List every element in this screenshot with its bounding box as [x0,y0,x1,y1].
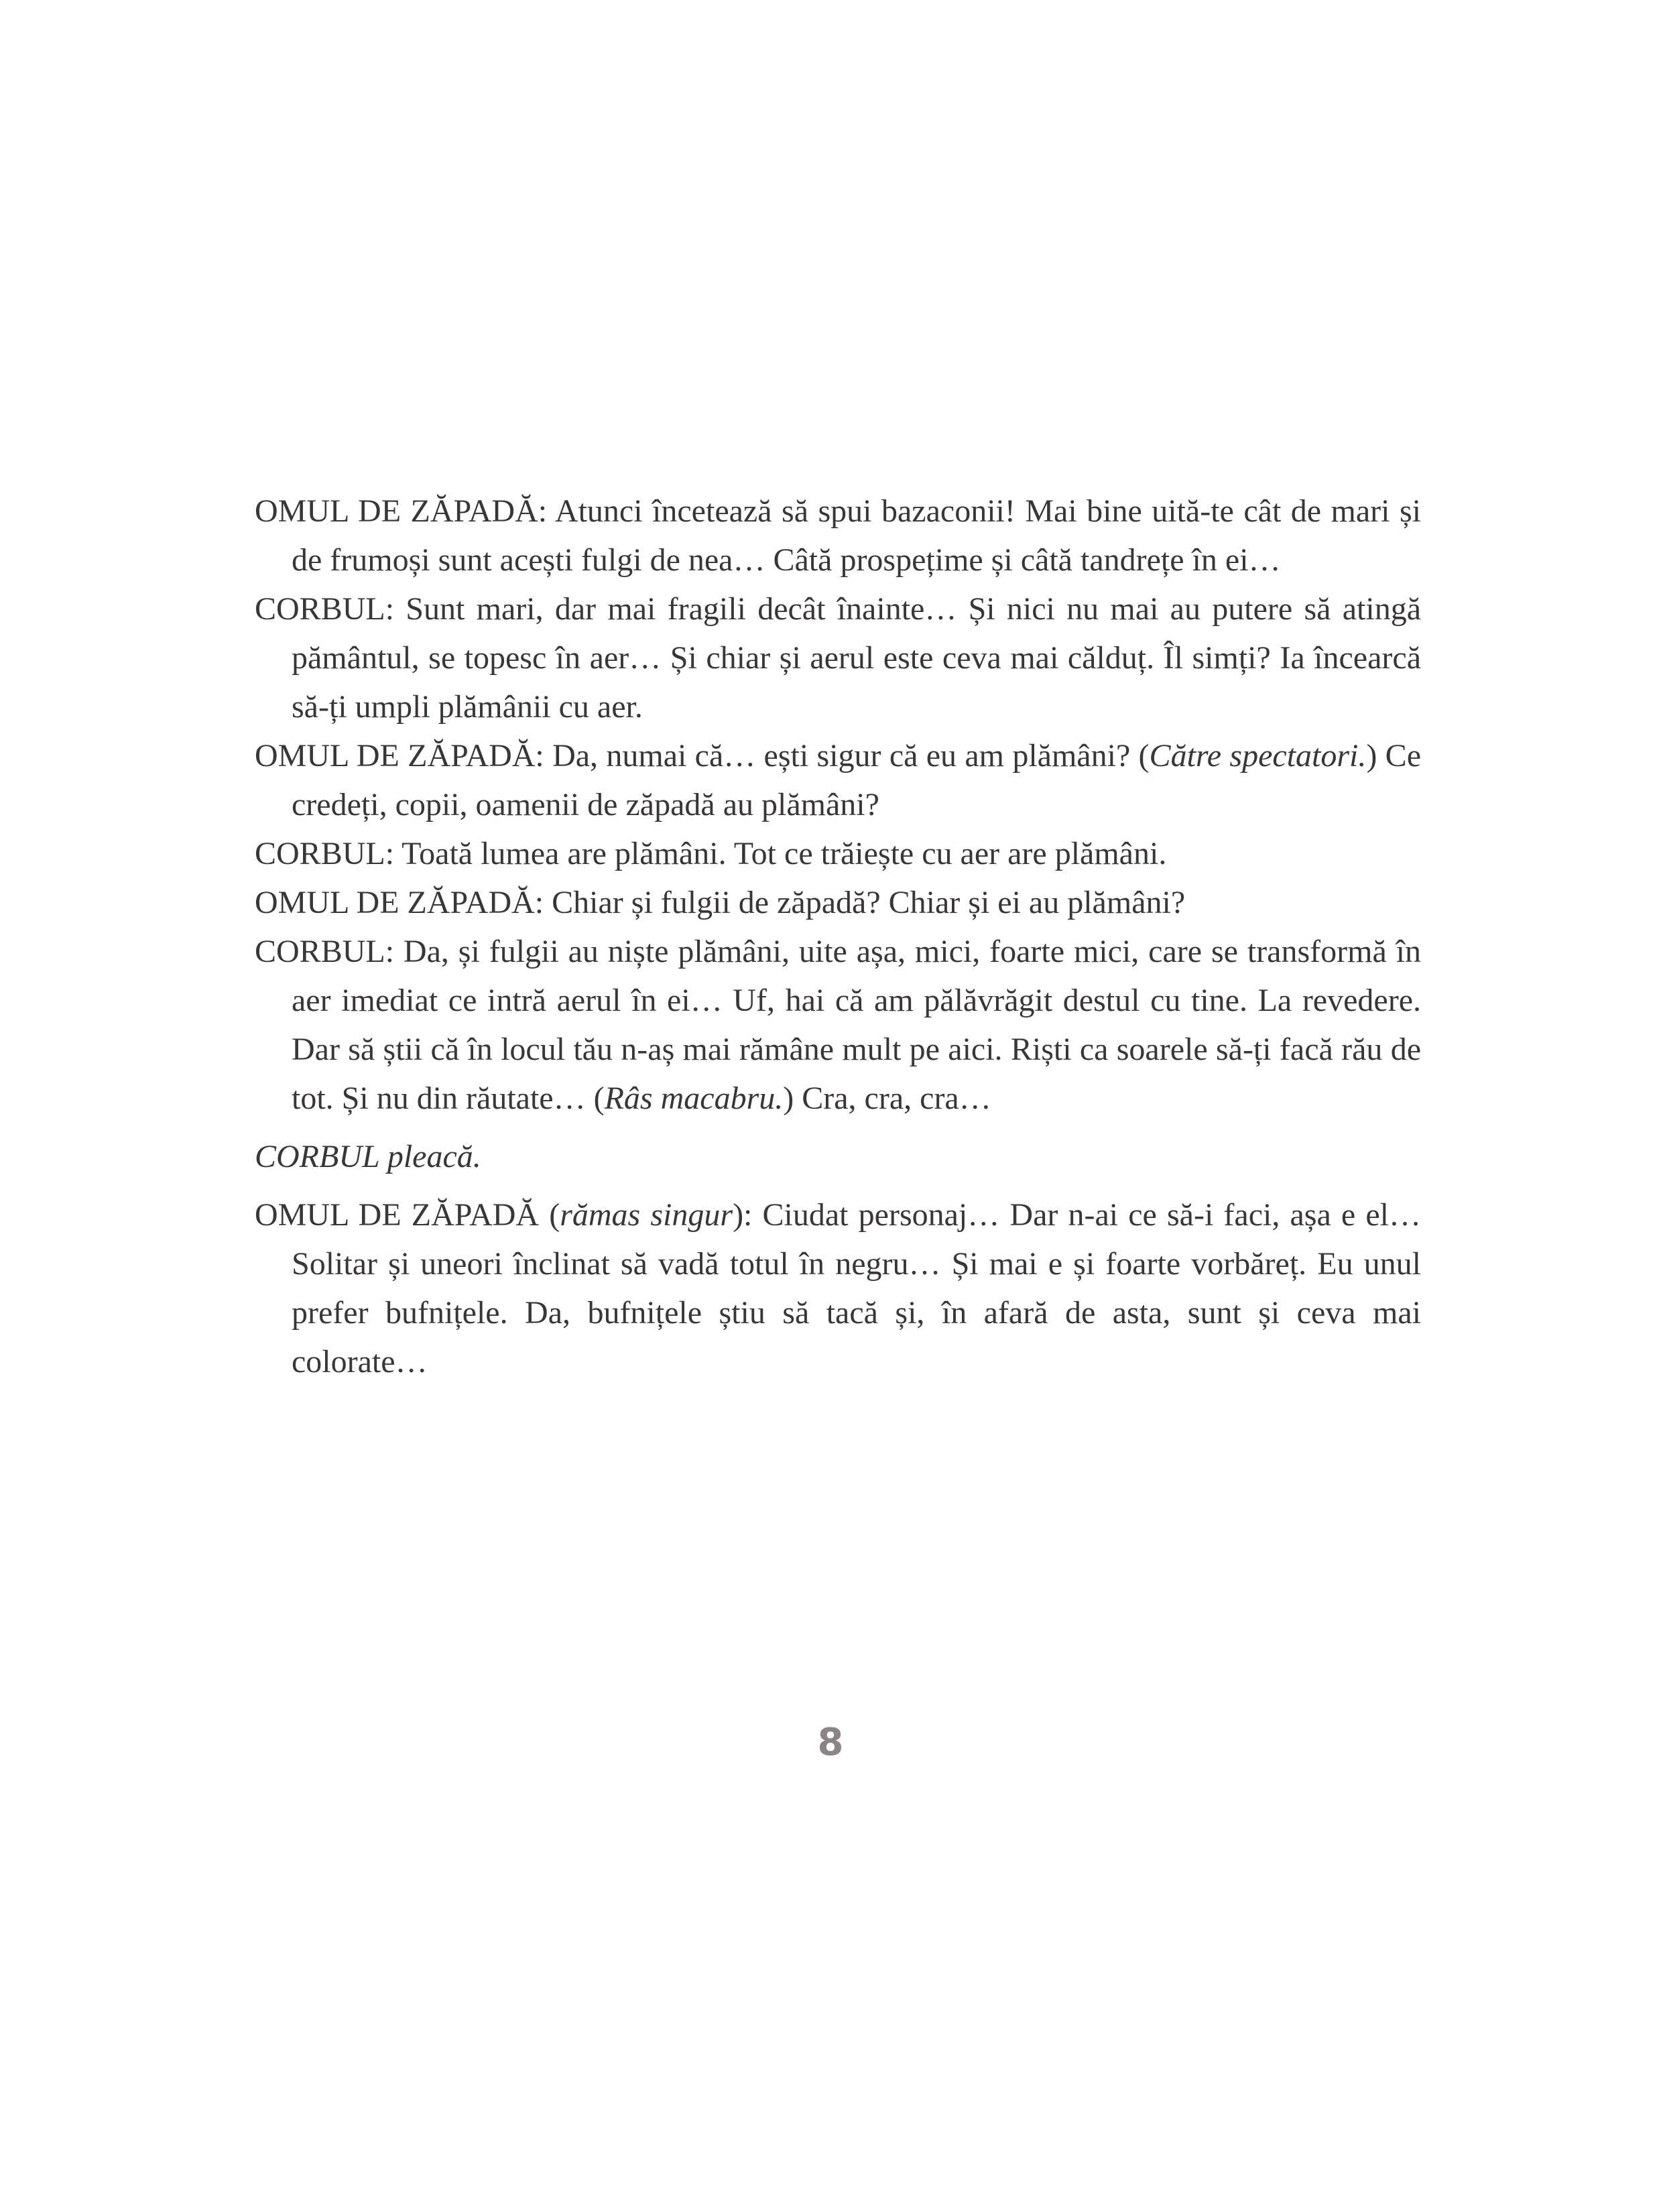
speaker-name: OMUL DE ZĂPADĂ [255,1197,540,1233]
dialogue-text: Da, numai că… ești sigur că eu am plămâni? ( [544,738,1150,774]
dialogue-text: ) Cra, cra, cra… [783,1081,991,1116]
speaker-name: CORBUL: [255,934,395,969]
dialogue-line-snowman-3 [255,878,1421,927]
dialogue-line-raven-1 [255,585,1421,731]
dialogue-text: Da, și fulgii au niște plămâni, uite așa, mici, foarte mici, care se transformă în aer imediat ce intră aerul în ei… Uf, hai că am pălăvrăgit destul cu tine. La revedere. Dar să știi că în locul tău n-aș mai rămâne mult pe aici. Riști ca soarele să-ți facă rău de tot. Și nu din răutate… ( [292,934,1421,1116]
dialogue-text: Atunci încetează să spui bazaconii! Mai bine uită-te cât de mari și de frumoși sunt acești fulgi de nea… Câtă prospețime și câtă tandrețe în ei… [292,493,1421,578]
dialogue-line-snowman-1 [255,487,1421,585]
dialogue-text: Chiar și fulgii de zăpadă? Chiar și ei au plămâni? [544,885,1186,920]
speaker-name: OMUL DE ZĂPADĂ: [255,738,544,774]
dialogue-text: Sunt mari, dar mai fragili decât înainte… Și nici nu mai au putere să atingă pământul, se topesc în aer… Și chiar și aerul este ceva mai călduț. Îl simți? Ia încearcă să-ți umpli plămânii cu aer. [292,591,1421,725]
page-number: 8 [817,1721,844,1764]
stage-aside: Către spectatori. [1149,738,1367,774]
dialogue-line-raven-2 [255,829,1421,878]
dialogue-line-raven-3 [255,927,1421,1123]
speaker-name: OMUL DE ZĂPADĂ: [255,885,544,920]
stage-aside: rămas singur [560,1197,733,1233]
paren-open: ( [539,1197,560,1233]
speaker-name: CORBUL: [255,836,395,871]
dialogue-text: ) Ce credeți, copii, oamenii de zăpadă au plămâni? [292,738,1422,822]
paren-close: ): [733,1197,753,1233]
speaker-name: OMUL DE ZĂPADĂ: [255,493,548,529]
dialogue-text: Toată lumea are plămâni. Tot ce trăiește cu aer are plămâni. [394,836,1167,871]
stage-aside: Râs macabru. [604,1081,784,1116]
stage-direction: CORBUL pleacă. [255,1139,481,1174]
dialogue-line-snowman-4 [255,1190,1421,1386]
speaker-name: CORBUL: [255,591,395,627]
dialogue-text: Ciudat personaj… Dar n-ai ce să-i faci, așa e el… Solitar și uneori înclinat să vadă totul în negru… Și mai e și foarte vorbăreț. Eu unul prefer bufnițele. Da, bufnițele știu să tacă și, în afară de asta, sunt și ceva mai colorate… [292,1197,1422,1379]
dialogue-line-snowman-2 [255,731,1421,829]
play-script-text [255,487,1421,1386]
